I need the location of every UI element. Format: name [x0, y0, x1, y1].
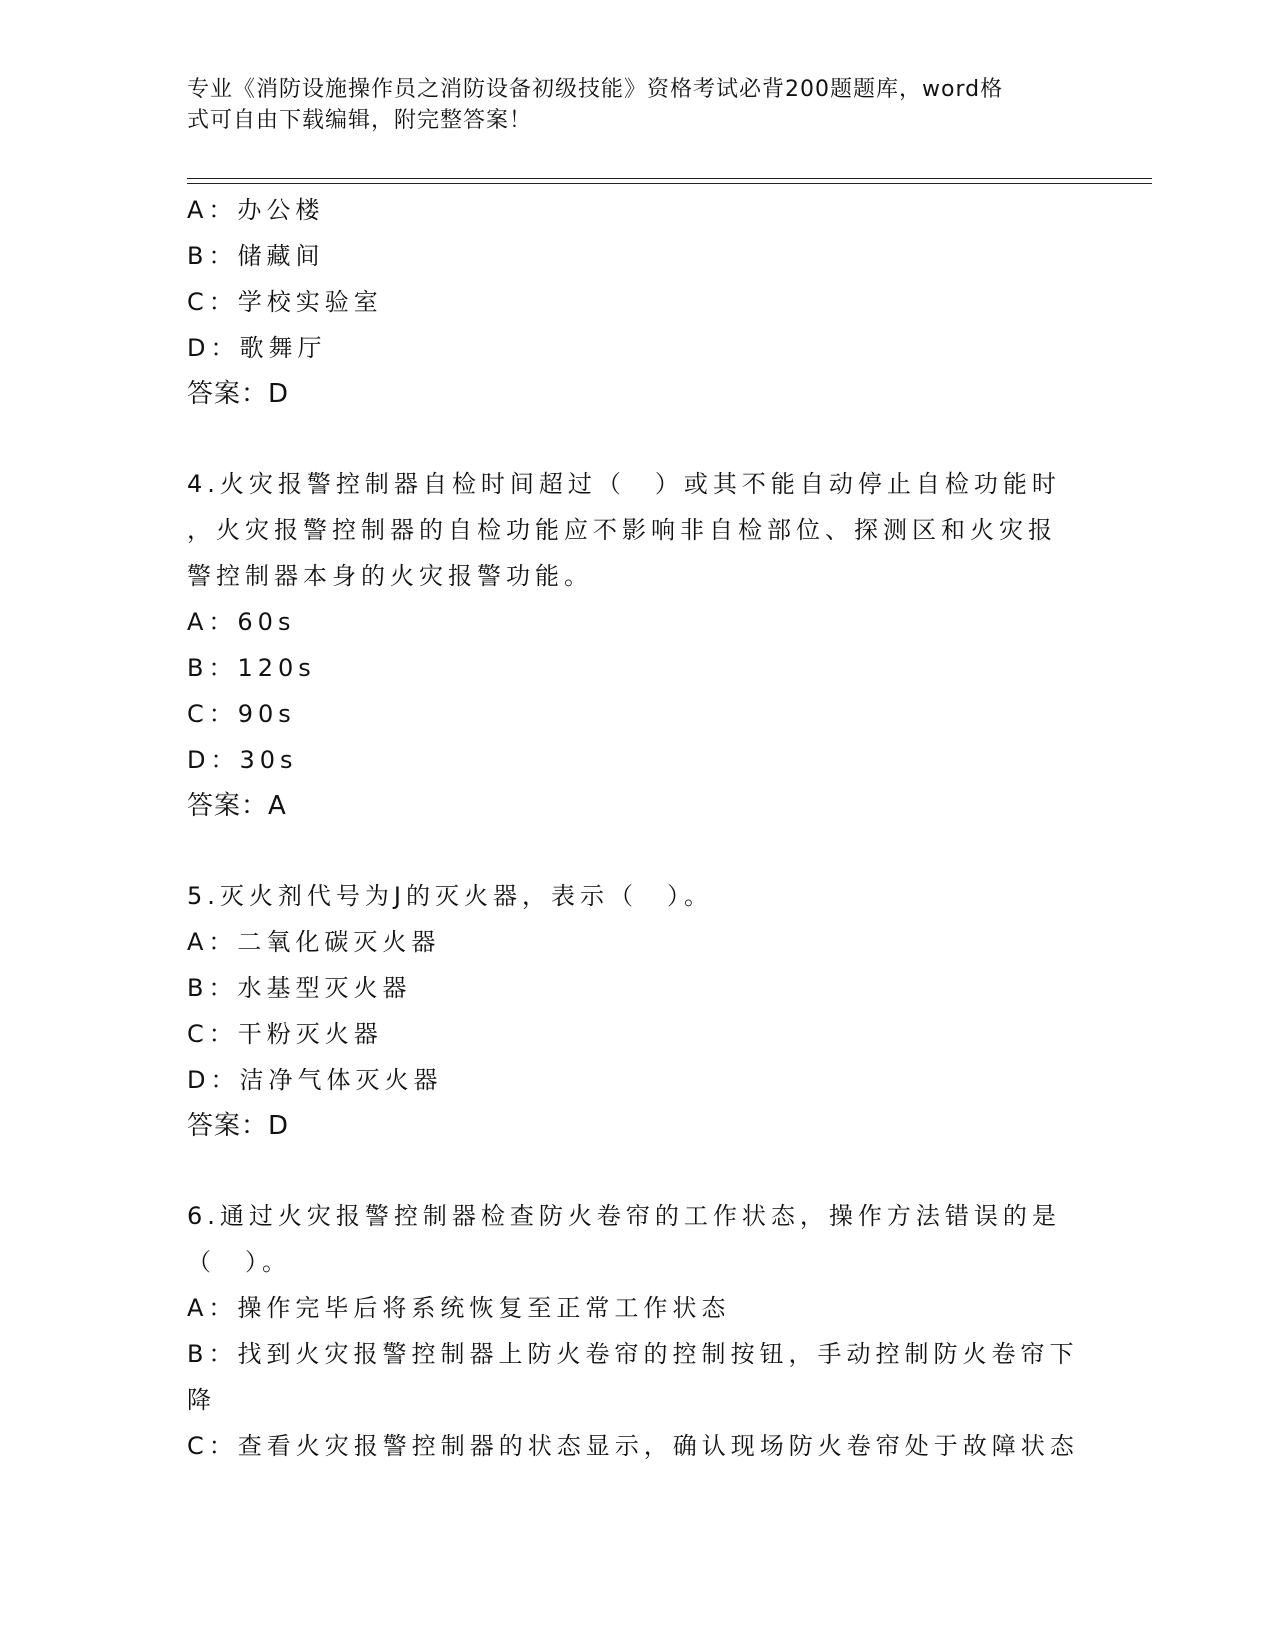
header-line-2: 式可自由下载编辑，附完整答案！	[187, 108, 533, 133]
option-b: B：水基型灭火器	[187, 974, 412, 1002]
question-stem-line: 警控制器本身的火灾报警功能。	[187, 562, 593, 590]
question-stem-line: 4.火灾报警控制器自检时间超过（ ）或其不能自动停止自检功能时	[187, 470, 1061, 498]
option-c: C：干粉灭火器	[187, 1020, 383, 1048]
answer-line: 答案：D	[187, 1111, 290, 1141]
question-stem-line: ，火灾报警控制器的自检功能应不影响非自检部位、探测区和火灾报	[187, 516, 1057, 544]
question-3	[187, 187, 1077, 417]
option-d: D：洁净气体灭火器	[187, 1066, 443, 1094]
question-spacer	[187, 417, 1077, 461]
question-6	[187, 1193, 1077, 1469]
question-5	[187, 873, 1077, 1149]
question-spacer	[187, 829, 1077, 873]
option-c: C：90s	[187, 700, 296, 728]
option-b: B：找到火灾报警控制器上防火卷帘的控制按钮，手动控制防火卷帘下	[187, 1340, 1079, 1368]
question-list	[187, 187, 1077, 1469]
option-a: A：二氧化碳灭火器	[187, 928, 441, 956]
answer-line: 答案：D	[187, 379, 290, 409]
option-d: D：歌舞厅	[187, 334, 327, 362]
answer-line: 答案：A	[187, 791, 287, 821]
option-a: A：60s	[187, 608, 296, 636]
header-divider	[187, 178, 1152, 184]
header-line-1: 专业《消防设施操作员之消防设备初级技能》资格考试必背200题题库，word格	[187, 77, 1004, 102]
question-spacer	[187, 1149, 1077, 1193]
question-stem-line: 6.通过火灾报警控制器检查防火卷帘的工作状态，操作方法错误的是	[187, 1202, 1061, 1230]
question-stem-line: 5.灭火剂代号为J的灭火器，表示（ ）。	[187, 882, 713, 910]
option-c: C：学校实验室	[187, 288, 383, 316]
document-header	[187, 74, 1067, 136]
option-c: C：查看火灾报警控制器的状态显示，确认现场防火卷帘处于故障状态	[187, 1432, 1079, 1460]
option-a: A：操作完毕后将系统恢复至正常工作状态	[187, 1294, 731, 1322]
question-4	[187, 461, 1077, 829]
option-b: B：120s	[187, 654, 316, 682]
option-b-continued: 降	[187, 1386, 216, 1414]
option-d: D：30s	[187, 746, 298, 774]
option-a: A：办公楼	[187, 196, 325, 224]
question-stem-line: （ ）。	[187, 1248, 291, 1276]
option-b: B：储藏间	[187, 242, 325, 270]
